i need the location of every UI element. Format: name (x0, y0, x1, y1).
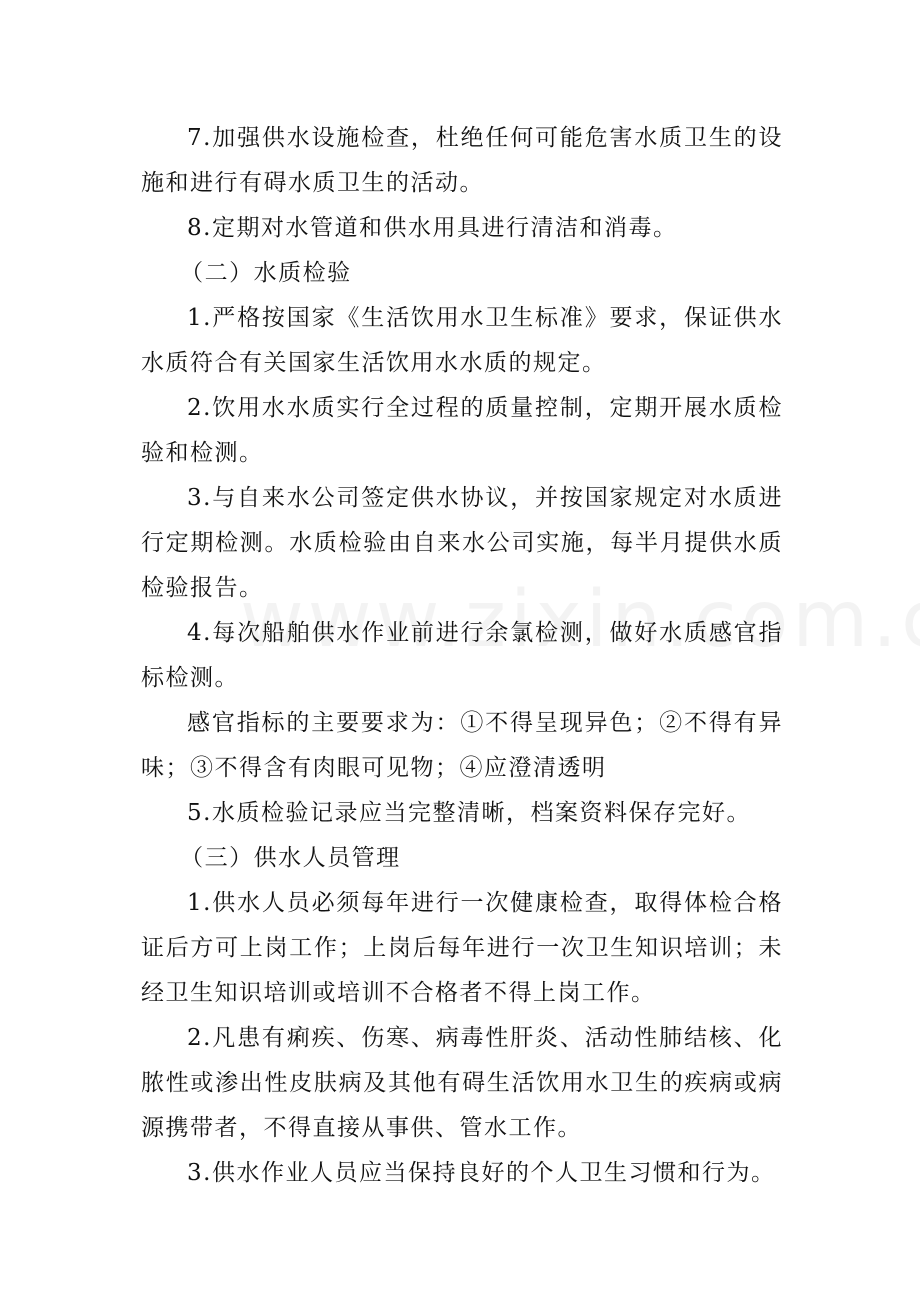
paragraph-2-disease-exclusion: 2.凡患有痢疾、伤寒、病毒性肝炎、活动性肺结核、化脓性或渗出性皮肤病及其他有碍生活饮用水卫生的疾病或病源携带者，不得直接从事供、管水工作。 (141, 1025, 783, 1141)
paragraph-8-cleaning: 8.定期对水管道和供水用具进行清洁和消毒。 (187, 215, 678, 241)
section-heading-personnel-management: （三）供水人员管理 (180, 845, 401, 871)
section-heading-water-quality-inspection: （二）水质检验 (180, 260, 352, 286)
paragraph-sensory-requirements: 感官指标的主要要求为：①不得呈现异色；②不得有异味；③不得含有肉眼可见物；④应澄清透明 (141, 710, 783, 781)
document-body (141, 116, 783, 1196)
paragraph-5-records: 5.水质检验记录应当完整清晰，档案资料保存完好。 (187, 800, 751, 826)
paragraph-1-health-check: 1.供水人员必须每年进行一次健康检查，取得体检合格证后方可上岗工作；上岗后每年进行一次卫生知识培训；未经卫生知识培训或培训不合格者不得上岗工作。 (141, 890, 783, 1006)
paragraph-3-agreement: 3.与自来水公司签定供水协议，并按国家规定对水质进行定期检测。水质检验由自来水公司实施，每半月提供水质检验报告。 (141, 485, 783, 601)
paragraph-2-quality-control: 2.饮用水水质实行全过程的质量控制，定期开展水质检验和检测。 (141, 395, 783, 466)
paragraph-4-chlorine-test: 4.每次船舶供水作业前进行余氯检测，做好水质感官指标检测。 (141, 620, 783, 691)
paragraph-3-hygiene-habits: 3.供水作业人员应当保持良好的个人卫生习惯和行为。 (187, 1160, 776, 1186)
paragraph-1-standard: 1.严格按国家《生活饮用水卫生标准》要求，保证供水水质符合有关国家生活饮用水水质的规定。 (141, 305, 783, 376)
paragraph-7-facility-inspection: 7.加强供水设施检查，杜绝任何可能危害水质卫生的设施和进行有碍水质卫生的活动。 (141, 125, 783, 196)
